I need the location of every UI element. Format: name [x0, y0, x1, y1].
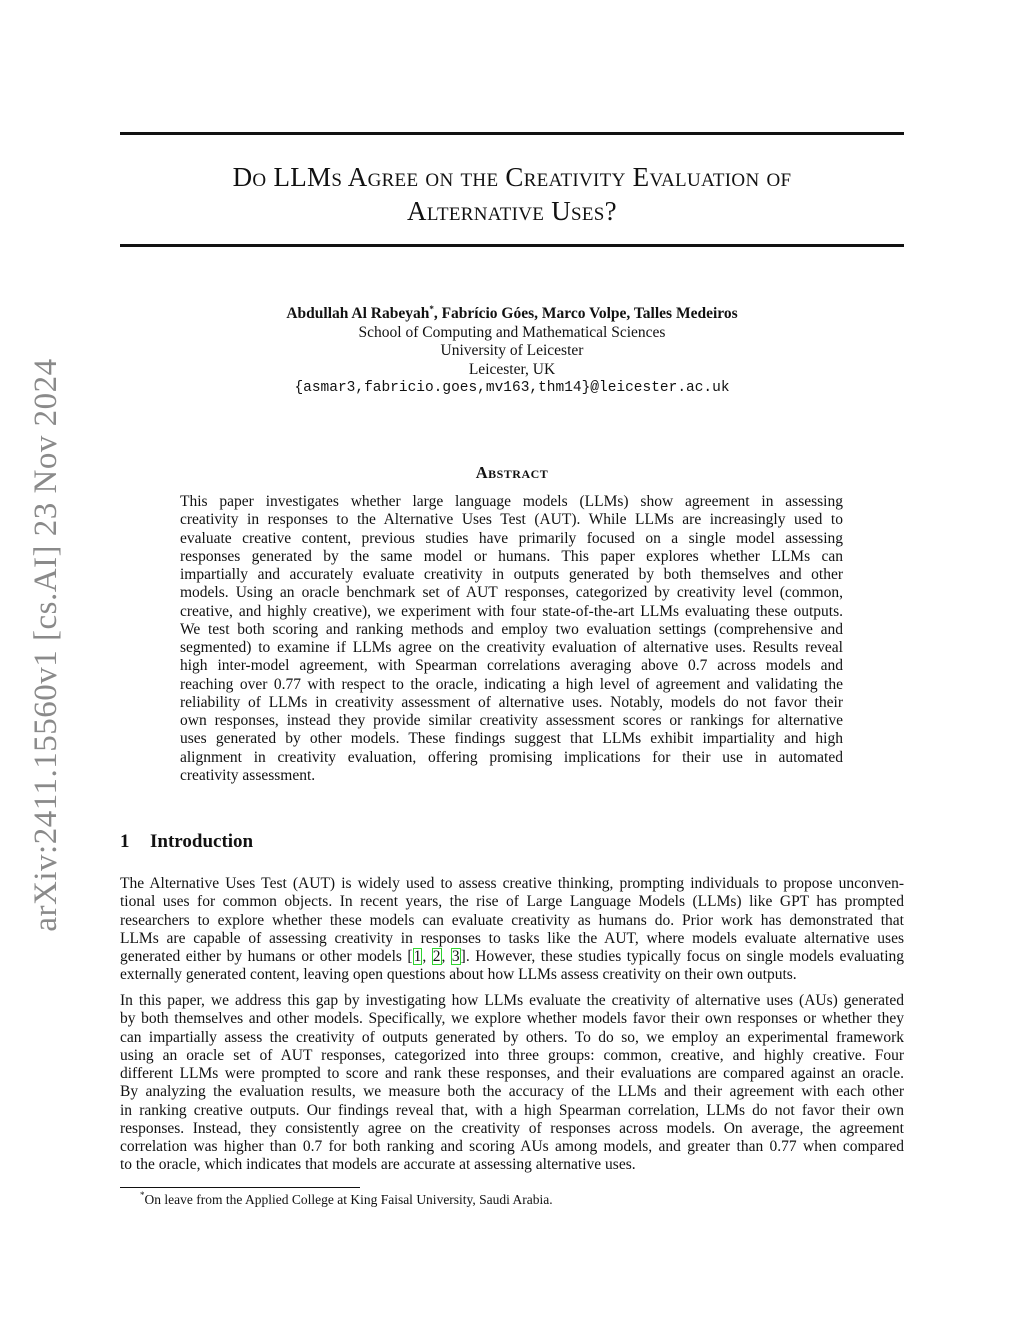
- citation-link-1[interactable]: 1: [413, 948, 422, 965]
- affiliation-university: University of Leicester: [440, 342, 584, 359]
- text-line: uses generated by other models. These findings suggest that LLMs exhibit impartiality and high: [180, 730, 843, 748]
- first-author: Abdullah Al Rabeyah: [286, 305, 430, 322]
- text-line: responses. Instead, they consistently agree on the creativity of responses across models. On average, the agreement: [120, 1119, 904, 1137]
- abstract-heading: Abstract: [475, 463, 549, 482]
- text-line: own responses, instead they provide similar creativity assessment scores or rankings for alternative: [180, 712, 843, 729]
- footnote-text: On leave from the Applied College at King Faisal University, Saudi Arabia.: [144, 1192, 553, 1207]
- text-line: to the oracle, which indicates that models are accurate at assessing alternative uses.: [120, 1156, 636, 1174]
- text-line: impartially and accurately evaluate creativity in outputs generated by both themselves and other: [180, 566, 843, 583]
- text-line: In this paper, we address this gap by investigating how LLMs evaluate the creativity of alternative uses (AUs) generated: [120, 992, 904, 1009]
- section-number: 1: [120, 831, 130, 852]
- text-line: alignment in creativity evaluation, offering promising implications for their use in automated: [180, 748, 843, 766]
- footnote-mark[interactable]: *: [429, 304, 434, 314]
- author-block: [120, 305, 904, 398]
- text-line: reaching over 0.77 with respect to the oracle, indicating a high level of agreement and validating the: [180, 675, 843, 693]
- citation-link-2[interactable]: 2: [432, 948, 441, 965]
- title-bottom-rule: [120, 244, 904, 247]
- text-line: reliability of LLMs in creativity assessment of alternative uses. Notably, models do not favor their: [180, 693, 843, 711]
- text-line: creative, and highly creative), we experiment with four state-of-the-art LLMs evaluating these outputs.: [180, 602, 843, 620]
- text-line: The Alternative Uses Test (AUT) is widely used to assess creative thinking, prompting individuals to propose unconven-: [120, 875, 904, 892]
- text-line: This paper investigates whether large language models (LLMs) show agreement in assessing: [180, 493, 843, 510]
- text-segment: generated either by humans or other models [: [120, 948, 413, 965]
- author-emails: {asmar3,fabricio.goes,mv163,thm14}@leicester.ac.uk: [294, 380, 730, 396]
- text-line: responses generated by the same model or humans. This paper explores whether LLMs can: [180, 547, 843, 565]
- title-line-1: Do LLMs Agree on the Creativity Evaluation of: [232, 162, 792, 192]
- footnote: [140, 1192, 553, 1208]
- affiliation-school: School of Computing and Mathematical Sciences: [358, 323, 666, 341]
- section-title: Introduction: [150, 831, 254, 852]
- title-top-rule: [120, 132, 904, 135]
- section-heading-introduction: [120, 831, 253, 853]
- text-line: tional uses for common objects. In recent years, the rise of Large Language Models (LLMs) like GPT has prompted: [120, 893, 904, 911]
- intro-paragraph-1: [120, 875, 904, 985]
- footnote-rule: [120, 1187, 360, 1188]
- title-line-2: Alternative Uses?: [407, 196, 617, 226]
- text-line: different LLMs were prompted to score and rank these responses, and their evaluations are compared against an oracle.: [120, 1065, 904, 1082]
- abstract-body: [180, 493, 843, 785]
- intro-paragraph-2: [120, 992, 904, 1175]
- text-line: correlation was higher than 0.7 for both ranking and scoring AUs among models, and greater than 0.77 when compared: [120, 1138, 904, 1155]
- text-line: using an oracle set of AUT responses, categorized into three groups: common, creative, and highly creative. Four: [120, 1046, 904, 1064]
- text-line-with-citations: generated either by humans or other models [1, 2, 3]. However, these studies typically focus on single models evaluating: [120, 948, 905, 965]
- text-segment: ]. However, these studies typically focus on single models evaluating: [460, 948, 905, 965]
- text-line: models. Using an oracle benchmark set of AUT responses, categorized by creativity level (common,: [180, 584, 843, 602]
- text-line: We test both scoring and ranking methods and employ two evaluation settings (comprehensive and: [180, 620, 843, 638]
- author-names: [120, 305, 904, 324]
- text-line: LLMs are capable of assessing creativity in responses to tasks like the AUT, where models evaluate alternative uses: [120, 929, 904, 947]
- text-line: externally generated content, leaving open questions about how LLMs assess creativity on their own outputs.: [120, 966, 797, 984]
- affiliation-location: Leicester, UK: [468, 360, 556, 378]
- text-line: creativity assessment.: [180, 766, 316, 784]
- footnote-mark: *: [140, 1190, 145, 1200]
- text-line: in ranking creative outputs. Our findings reveal that, with a high Spearman correlation, LLMs do not favor their own: [120, 1101, 904, 1119]
- text-line: segmented) to examine if LLMs agree on the creativity evaluation of alternative uses. Results reveal: [180, 639, 843, 656]
- text-line: by both themselves and other models. Specifically, we explore whether models favor their own responses or whether they: [120, 1010, 904, 1028]
- citation-link-3[interactable]: 3: [451, 948, 460, 965]
- text-line: evaluate creative content, previous studies have primarily focused on a single model assessing: [180, 529, 843, 547]
- arxiv-stamp: arXiv:2411.15560v1 [cs.AI] 23 Nov 2024: [28, 358, 64, 932]
- text-line: can impartially assess the creativity of outputs generated by others. To do so, we employ an experimental framework: [120, 1028, 904, 1046]
- paper-title: [120, 160, 904, 228]
- other-authors: , Fabrício Góes, Marco Volpe, Talles Medeiros: [433, 305, 738, 322]
- text-line: researchers to explore whether these models can evaluate creativity as humans do. Prior work has demonstrated that: [120, 911, 904, 929]
- text-line: By analyzing the evaluation results, we measure both the accuracy of the LLMs and their agreement with each other: [120, 1083, 904, 1101]
- text-line: high inter-model agreement, with Spearman correlations averaging above 0.7 across models and: [180, 657, 843, 675]
- text-line: creativity in responses to the Alternative Uses Test (AUT). While LLMs are increasingly used to: [180, 511, 843, 529]
